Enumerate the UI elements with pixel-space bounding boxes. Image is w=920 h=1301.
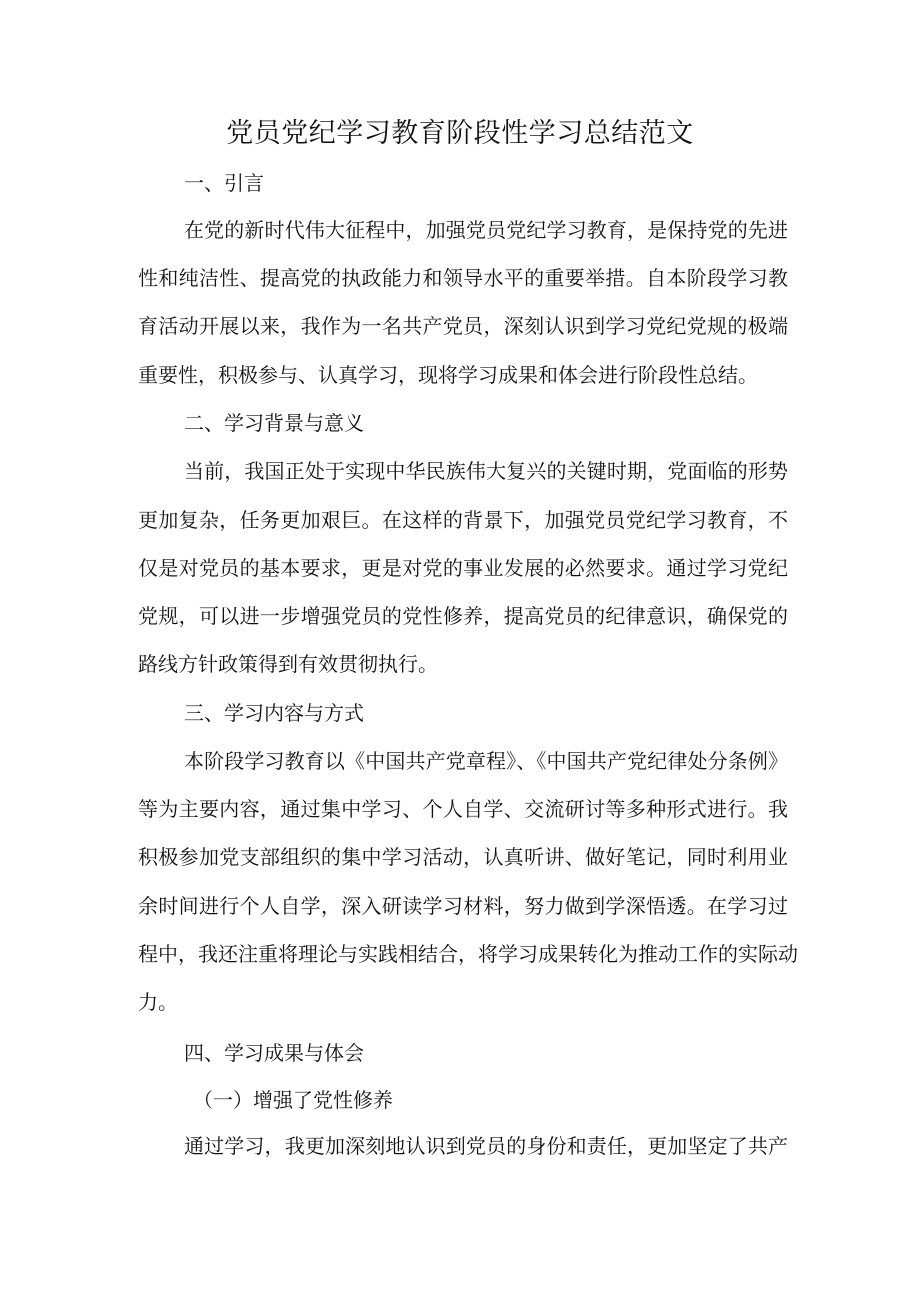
paragraph-line: 程中，我还注重将理论与实践相结合，将学习成果转化为推动工作的实际动: [138, 942, 798, 966]
section-heading-background: 二、学习背景与意义: [184, 411, 364, 435]
paragraph-line: 通过学习，我更加深刻地认识到党员的身份和责任，更加坚定了共产: [184, 1134, 788, 1158]
paragraph-line: 性和纯洁性、提高党的执政能力和领导水平的重要举措。自本阶段学习教: [138, 266, 788, 290]
paragraph-line: 当前，我国正处于实现中华民族伟大复兴的关键时期，党面临的形势: [184, 459, 788, 483]
paragraph-line: 等为主要内容，通过集中学习、个人自学、交流研讨等多种形式进行。我: [138, 797, 788, 821]
paragraph-line: 积极参加党支部组织的集中学习活动，认真听讲、做好笔记，同时利用业: [138, 845, 788, 869]
paragraph-line: 育活动开展以来，我作为一名共产党员，深刻认识到学习党纪党规的极端: [138, 314, 788, 338]
paragraph-line: 余时间进行个人自学，深入研读学习材料，努力做到学深悟透。在学习过: [138, 894, 788, 918]
section-heading-results: 四、学习成果与体会: [184, 1041, 364, 1065]
document-title: 党员党纪学习教育阶段性学习总结范文: [226, 118, 694, 149]
paragraph-line: 党规，可以进一步增强党员的党性修养，提高党员的纪律意识，确保党的: [138, 604, 788, 628]
paragraph-line: 重要性，积极参与、认真学习，现将学习成果和体会进行阶段性总结。: [138, 363, 758, 387]
subsection-heading: （一）增强了党性修养: [193, 1088, 393, 1112]
paragraph-line: 在党的新时代伟大征程中，加强党员党纪学习教育，是保持党的先进: [184, 218, 788, 242]
section-heading-content: 三、学习内容与方式: [184, 701, 364, 725]
paragraph-line: 仅是对党员的基本要求，更是对党的事业发展的必然要求。通过学习党纪: [138, 556, 788, 580]
paragraph-line: 路线方针政策得到有效贯彻执行。: [138, 652, 438, 676]
paragraph-line: 更加复杂，任务更加艰巨。在这样的背景下，加强党员党纪学习教育，不: [138, 508, 788, 532]
paragraph-line: 力。: [138, 990, 178, 1014]
section-heading-intro: 一、引言: [184, 171, 264, 195]
paragraph-line: 本阶段学习教育以《中国共产党章程》、《中国共产党纪律处分条例》: [184, 749, 788, 773]
